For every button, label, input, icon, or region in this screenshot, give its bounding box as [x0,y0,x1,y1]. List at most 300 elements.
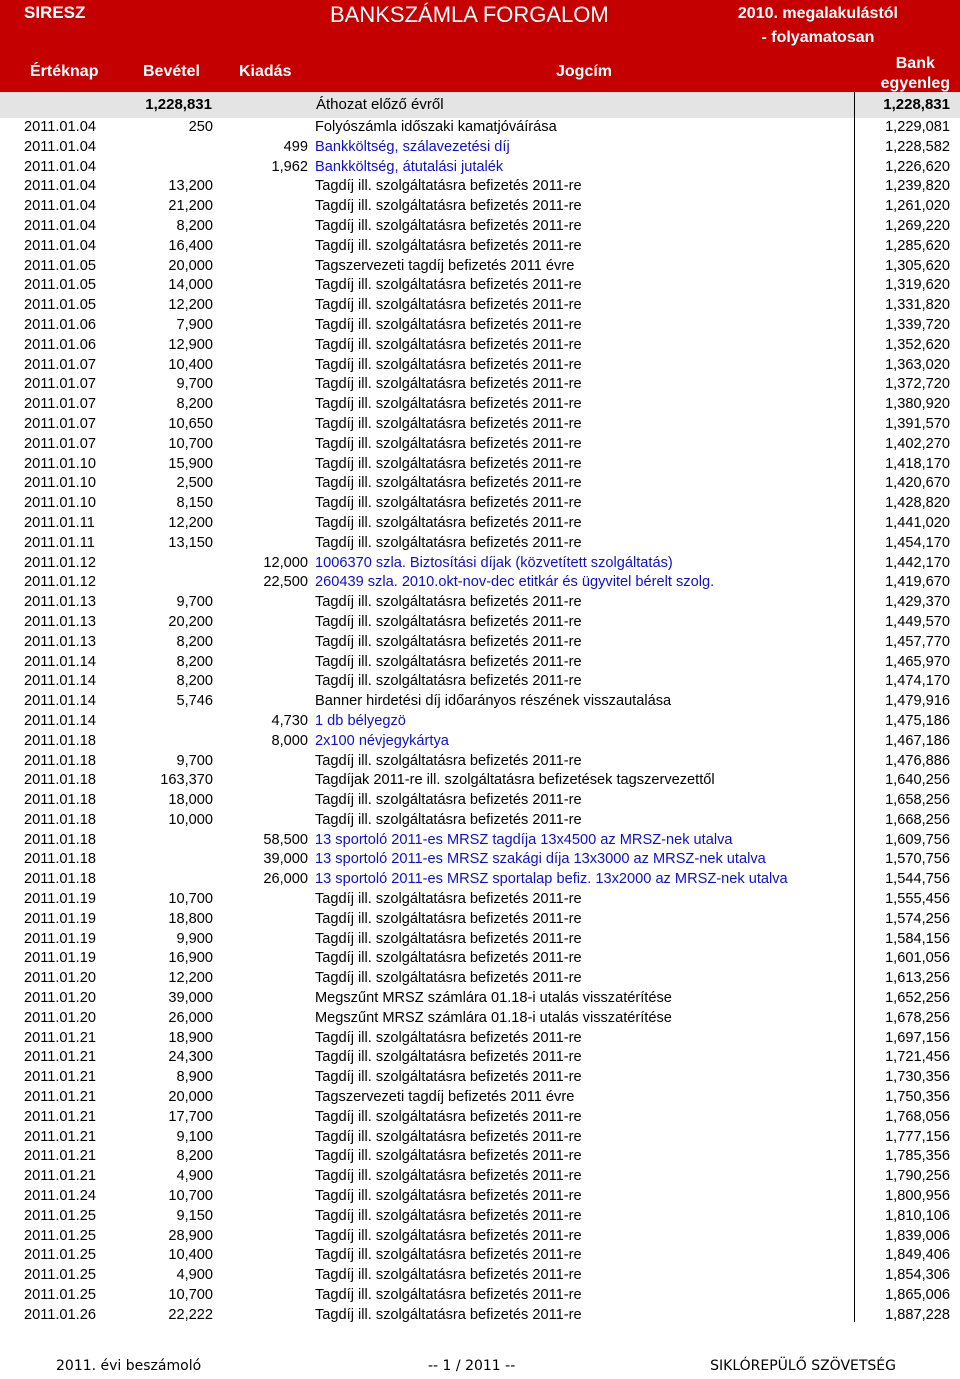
table-row [0,455,960,475]
row-income: 8,900 [176,1069,213,1086]
report-title: BANKSZÁMLA FORGALOM [330,2,609,27]
row-balance: 1,479,916 [885,693,950,710]
table-row [0,672,960,692]
row-balance: 1,697,156 [885,1029,950,1046]
row-title: Tagdíj ill. szolgáltatásra befizetés 2011-re [315,316,582,333]
row-balance: 1,865,006 [885,1287,950,1304]
row-income: 10,700 [168,435,213,452]
row-income: 18,000 [168,792,213,809]
row-balance: 1,428,820 [885,495,950,512]
row-income: 18,900 [168,1029,213,1046]
row-title: Tagdíj ill. szolgáltatásra befizetés 2011-re [315,653,582,670]
table-row [0,850,960,870]
row-income: 10,700 [168,891,213,908]
footer-right: SIKLÓREPÜLŐ SZÖVETSÉG [710,1358,896,1374]
row-income: 4,900 [176,1168,213,1185]
row-balance: 1,419,670 [885,574,950,591]
table-row [0,276,960,296]
row-date: 2011.01.25 [24,1207,96,1224]
row-date: 2011.01.04 [24,138,96,155]
row-balance: 1,721,456 [885,1049,950,1066]
row-date: 2011.01.11 [24,534,95,551]
row-date: 2011.01.24 [24,1188,96,1205]
row-expense: 26,000 [263,871,308,888]
row-income: 10,700 [168,1188,213,1205]
row-date: 2011.01.21 [24,1089,96,1106]
row-income: 26,000 [168,1009,213,1026]
row-date: 2011.01.10 [24,455,96,472]
row-title: Tagdíj ill. szolgáltatásra befizetés 2011-re [315,455,582,472]
row-title: Tagdíj ill. szolgáltatásra befizetés 2011-re [315,1267,582,1284]
row-title: Tagdíj ill. szolgáltatásra befizetés 2011-re [315,297,582,314]
row-income: 9,700 [176,376,213,393]
row-balance: 1,239,820 [885,178,950,195]
row-income: 8,200 [176,396,213,413]
table-row [0,771,960,791]
table-row [0,554,960,574]
table-row [0,494,960,514]
row-title: 13 sportoló 2011-es MRSZ szakági díja 13x3000 az MRSZ-nek utalva [315,851,766,868]
row-title: Folyószámla időszaki kamatjóváírása [315,119,557,135]
table-row [0,395,960,415]
row-balance: 1,800,956 [885,1188,950,1205]
row-balance: 1,229,081 [885,119,950,135]
row-balance: 1,476,886 [885,752,950,769]
row-title: Tagszervezeti tagdíj befizetés 2011 évre [315,1089,575,1106]
row-title: Tagdíj ill. szolgáltatásra befizetés 2011-re [315,415,582,432]
row-income: 5,746 [176,693,213,710]
row-expense: 12,000 [263,554,308,571]
row-date: 2011.01.04 [24,158,96,175]
row-balance: 1,402,270 [885,435,950,452]
row-date: 2011.01.07 [24,415,96,432]
row-balance: 1,226,620 [885,158,950,175]
row-date: 2011.01.19 [24,891,96,908]
table-row [0,1029,960,1049]
row-balance: 1,380,920 [885,396,950,413]
row-title: Tagdíj ill. szolgáltatásra befizetés 2011-re [315,970,582,987]
row-date: 2011.01.25 [24,1227,96,1244]
row-date: 2011.01.05 [24,297,96,314]
footer-left: 2011. évi beszámoló [56,1358,202,1374]
row-title: Tagdíj ill. szolgáltatásra befizetés 2011-re [315,376,582,393]
carry-label: Áthozat előző évről [316,96,444,113]
row-income: 8,200 [176,653,213,670]
period-line-2: - folyamatosan [761,29,875,46]
row-balance: 1,887,228 [885,1306,950,1323]
table-row [0,217,960,237]
row-title: Tagdíj ill. szolgáltatásra befizetés 2011-re [315,514,582,531]
table-row [0,336,960,356]
table-row [0,831,960,851]
row-balance: 1,467,186 [885,732,950,749]
col-header-balance [881,54,950,94]
row-balance: 1,475,186 [885,712,950,729]
carry-balance: 1,228,831 [883,96,950,113]
col-header-balance-line-2: egyenleg [880,75,950,92]
row-date: 2011.01.13 [24,594,96,611]
table-row [0,870,960,890]
row-balance: 1,391,570 [885,415,950,432]
row-income: 9,100 [176,1128,213,1145]
table-row [0,573,960,593]
row-balance: 1,429,370 [885,594,950,611]
row-title: Tagdíj ill. szolgáltatásra befizetés 2011-re [315,534,582,551]
row-title: Tagdíj ill. szolgáltatásra befizetés 2011-re [315,1128,582,1145]
row-title: Tagdíj ill. szolgáltatásra befizetés 2011-re [315,198,582,215]
table-row [0,514,960,534]
row-date: 2011.01.19 [24,950,96,967]
row-balance: 1,449,570 [885,613,950,630]
row-date: 2011.01.21 [24,1108,96,1125]
table-row [0,1108,960,1128]
org-name: SIRESZ [24,3,86,22]
row-income: 10,000 [168,811,213,828]
row-title: Tagdíj ill. szolgáltatásra befizetés 2011-re [315,475,582,492]
row-date: 2011.01.06 [24,336,96,353]
row-title: 1 db bélyegzö [315,712,406,729]
table-row [0,692,960,712]
row-date: 2011.01.25 [24,1247,96,1264]
table-row [0,1266,960,1286]
row-expense: 1,962 [271,158,308,175]
row-income: 8,200 [176,217,213,234]
table-row [0,890,960,910]
report-header [0,0,960,92]
row-income: 15,900 [168,455,213,472]
table-row [0,593,960,613]
row-date: 2011.01.18 [24,792,96,809]
row-title: Tagszervezeti tagdíj befizetés 2011 évre [315,257,575,274]
row-date: 2011.01.18 [24,851,96,868]
row-balance: 1,777,156 [885,1128,950,1145]
table-row [0,138,960,158]
row-title: Tagdíj ill. szolgáltatásra befizetés 2011-re [315,950,582,967]
col-header-title: Jogcím [556,63,613,80]
row-balance: 1,658,256 [885,792,950,809]
table-row [0,969,960,989]
row-balance: 1,652,256 [885,990,950,1007]
row-date: 2011.01.12 [24,554,96,571]
row-title: Tagdíj ill. szolgáltatásra befizetés 2011-re [315,1188,582,1205]
row-date: 2011.01.13 [24,633,96,650]
row-title: Tagdíj ill. szolgáltatásra befizetés 2011-re [315,673,582,690]
row-income: 8,200 [176,633,213,650]
row-title: Tagdíj ill. szolgáltatásra befizetés 2011-re [315,1168,582,1185]
row-title: 13 sportoló 2011-es MRSZ sportalap befiz. 13x2000 az MRSZ-nek utalva [315,871,788,888]
row-balance: 1,668,256 [885,811,950,828]
row-balance: 1,768,056 [885,1108,950,1125]
row-balance: 1,730,356 [885,1069,950,1086]
table-row [0,811,960,831]
row-income: 12,900 [168,336,213,353]
row-income: 8,150 [176,495,213,512]
row-balance: 1,352,620 [885,336,950,353]
row-title: Tagdíj ill. szolgáltatásra befizetés 2011-re [315,891,582,908]
row-income: 10,650 [168,415,213,432]
row-date: 2011.01.21 [24,1049,96,1066]
row-title: Tagdíj ill. szolgáltatásra befizetés 2011-re [315,752,582,769]
row-income: 8,200 [176,673,213,690]
row-balance: 1,810,106 [885,1207,950,1224]
row-title: Tagdíj ill. szolgáltatásra befizetés 2011-re [315,435,582,452]
row-date: 2011.01.26 [24,1306,96,1323]
row-date: 2011.01.12 [24,574,96,591]
row-title: 13 sportoló 2011-es MRSZ tagdíja 13x4500 az MRSZ-nek utalva [315,831,733,848]
row-balance: 1,750,356 [885,1089,950,1106]
row-title: Tagdíj ill. szolgáltatásra befizetés 2011-re [315,217,582,234]
row-date: 2011.01.14 [24,693,96,710]
table-row [0,375,960,395]
row-balance: 1,261,020 [885,198,950,215]
row-income: 24,300 [168,1049,213,1066]
col-header-expense: Kiadás [239,63,292,80]
row-balance: 1,339,720 [885,316,950,333]
table-row [0,197,960,217]
row-title: 2x100 névjegykártya [315,732,449,749]
row-date: 2011.01.04 [24,119,96,135]
row-balance: 1,363,020 [885,356,950,373]
table-row [0,316,960,336]
row-date: 2011.01.06 [24,316,96,333]
row-date: 2011.01.21 [24,1128,96,1145]
row-balance: 1,454,170 [885,534,950,551]
table-row [0,1009,960,1029]
row-date: 2011.01.18 [24,871,96,888]
row-income: 18,800 [168,910,213,927]
row-income: 7,900 [176,316,213,333]
row-balance: 1,285,620 [885,237,950,254]
row-balance: 1,305,620 [885,257,950,274]
row-balance: 1,474,170 [885,673,950,690]
row-income: 12,200 [168,297,213,314]
table-row [0,415,960,435]
table-row [0,1088,960,1108]
row-date: 2011.01.21 [24,1168,96,1185]
row-date: 2011.01.20 [24,990,96,1007]
row-income: 17,700 [168,1108,213,1125]
table-row [0,930,960,950]
row-balance: 1,441,020 [885,514,950,531]
row-title: Bankköltség, átutalási jutalék [315,158,504,175]
row-title: Tagdíj ill. szolgáltatásra befizetés 2011-re [315,633,582,650]
row-income: 9,150 [176,1207,213,1224]
row-date: 2011.01.10 [24,495,96,512]
col-header-date: Értéknap [30,63,99,80]
row-date: 2011.01.10 [24,475,96,492]
table-row [0,1128,960,1148]
col-header-balance-line-1: Bank [895,55,935,72]
table-row [0,1167,960,1187]
table-row [0,910,960,930]
row-balance: 1,785,356 [885,1148,950,1165]
row-title: Tagdíj ill. szolgáltatásra befizetés 2011-re [315,356,582,373]
row-income: 2,500 [176,475,213,492]
row-date: 2011.01.05 [24,257,96,274]
row-income: 22,222 [168,1306,213,1323]
row-title: Tagdíj ill. szolgáltatásra befizetés 2011-re [315,1287,582,1304]
row-balance: 1,420,670 [885,475,950,492]
row-date: 2011.01.05 [24,277,96,294]
row-balance: 1,418,170 [885,455,950,472]
row-income: 28,900 [168,1227,213,1244]
row-date: 2011.01.04 [24,178,96,195]
row-expense: 4,730 [271,712,308,729]
row-date: 2011.01.07 [24,435,96,452]
row-title: Tagdíj ill. szolgáltatásra befizetés 2011-re [315,1247,582,1264]
row-title: Tagdíj ill. szolgáltatásra befizetés 2011-re [315,1227,582,1244]
row-income: 13,150 [168,534,213,551]
row-balance: 1,555,456 [885,891,950,908]
row-income: 10,400 [168,356,213,373]
row-date: 2011.01.18 [24,811,96,828]
carry-income: 1,228,831 [145,96,212,113]
table-row [0,237,960,257]
row-date: 2011.01.25 [24,1267,96,1284]
row-income: 10,400 [168,1247,213,1264]
row-date: 2011.01.21 [24,1148,96,1165]
col-header-income: Bevétel [143,63,200,80]
row-income: 9,900 [176,930,213,947]
row-expense: 22,500 [263,574,308,591]
row-date: 2011.01.04 [24,198,96,215]
row-title: Tagdíj ill. szolgáltatásra befizetés 2011-re [315,396,582,413]
table-row [0,296,960,316]
row-title: Tagdíj ill. szolgáltatásra befizetés 2011-re [315,1148,582,1165]
row-expense: 58,500 [263,831,308,848]
row-title: 1006370 szla. Biztosítási díjak (közvetített szolgáltatás) [315,554,673,571]
row-date: 2011.01.04 [24,217,96,234]
row-balance: 1,584,156 [885,930,950,947]
row-balance: 1,640,256 [885,772,950,789]
row-title: Tagdíj ill. szolgáltatásra befizetés 2011-re [315,237,582,254]
row-title: Tagdíj ill. szolgáltatásra befizetés 2011-re [315,495,582,512]
row-expense: 39,000 [263,851,308,868]
row-date: 2011.01.07 [24,356,96,373]
row-income: 20,000 [168,1089,213,1106]
row-balance: 1,544,756 [885,871,950,888]
row-income: 9,700 [176,752,213,769]
row-income: 13,200 [168,178,213,195]
row-date: 2011.01.18 [24,752,96,769]
row-date: 2011.01.21 [24,1029,96,1046]
table-row [0,1246,960,1266]
row-income: 20,200 [168,613,213,630]
table-row [0,158,960,178]
table-row [0,1207,960,1227]
table-row [0,435,960,455]
row-balance: 1,465,970 [885,653,950,670]
table-row [0,989,960,1009]
period-line-1: 2010. megalakulástól [737,5,898,22]
row-title: Tagdíj ill. szolgáltatásra befizetés 2011-re [315,1029,582,1046]
row-title: Tagdíj ill. szolgáltatásra befizetés 2011-re [315,1207,582,1224]
row-date: 2011.01.19 [24,930,96,947]
row-balance: 1,601,056 [885,950,950,967]
row-title: Tagdíj ill. szolgáltatásra befizetés 2011-re [315,910,582,927]
table-row [0,613,960,633]
row-balance: 1,854,306 [885,1267,950,1284]
table-row [0,177,960,197]
row-expense: 499 [283,138,308,155]
table-row [0,1068,960,1088]
table-row [0,1187,960,1207]
table-row [0,949,960,969]
row-title: 260439 szla. 2010.okt-nov-dec etitkár és ügyvitel bérelt szolg. [315,574,715,591]
row-income: 12,200 [168,514,213,531]
row-title: Tagdíj ill. szolgáltatásra befizetés 2011-re [315,613,582,630]
row-balance: 1,839,006 [885,1227,950,1244]
row-expense: 8,000 [271,732,308,749]
row-date: 2011.01.18 [24,772,96,789]
row-date: 2011.01.07 [24,376,96,393]
row-balance: 1,790,256 [885,1168,950,1185]
row-balance: 1,613,256 [885,970,950,987]
row-title: Tagdíj ill. szolgáltatásra befizetés 2011-re [315,178,582,195]
row-title: Tagdíjak 2011-re ill. szolgáltatásra befizetések tagszervezettől [315,772,715,789]
row-title: Megszűnt MRSZ számlára 01.18-i utalás visszatérítése [315,1009,672,1026]
row-balance: 1,457,770 [885,633,950,650]
row-date: 2011.01.14 [24,653,96,670]
row-date: 2011.01.25 [24,1287,96,1304]
row-date: 2011.01.20 [24,1009,96,1026]
row-date: 2011.01.19 [24,910,96,927]
row-income: 250 [188,119,213,135]
table-row [0,712,960,732]
table-row [0,791,960,811]
row-title: Tagdíj ill. szolgáltatásra befizetés 2011-re [315,811,582,828]
table-row [0,633,960,653]
table-row [0,1306,960,1326]
table-row [0,257,960,277]
row-title: Tagdíj ill. szolgáltatásra befizetés 2011-re [315,930,582,947]
row-date: 2011.01.18 [24,732,96,749]
row-date: 2011.01.04 [24,237,96,254]
row-balance: 1,228,582 [885,138,950,155]
row-title: Tagdíj ill. szolgáltatásra befizetés 2011-re [315,1049,582,1066]
table-row [0,1048,960,1068]
row-income: 10,700 [168,1287,213,1304]
row-balance: 1,319,620 [885,277,950,294]
row-balance: 1,678,256 [885,1009,950,1026]
table-row [0,1147,960,1167]
row-income: 163,370 [160,772,213,789]
row-balance: 1,609,756 [885,831,950,848]
row-title: Tagdíj ill. szolgáltatásra befizetés 2011-re [315,792,582,809]
row-title: Banner hirdetési díj időarányos részének visszautalása [315,693,672,710]
row-balance: 1,331,820 [885,297,950,314]
row-date: 2011.01.18 [24,831,96,848]
row-date: 2011.01.13 [24,613,96,630]
row-income: 16,400 [168,237,213,254]
row-date: 2011.01.11 [24,514,95,531]
table-row [0,752,960,772]
row-income: 9,700 [176,594,213,611]
row-balance: 1,442,170 [885,554,950,571]
period-label [738,2,898,50]
table-row [0,474,960,494]
table-row [0,1286,960,1306]
table-row [0,653,960,673]
row-title: Bankköltség, szálavezetési díj [315,138,510,155]
row-income: 20,000 [168,257,213,274]
row-title: Tagdíj ill. szolgáltatásra befizetés 2011-re [315,1108,582,1125]
row-date: 2011.01.20 [24,970,96,987]
row-date: 2011.01.07 [24,396,96,413]
row-income: 16,900 [168,950,213,967]
table-row [0,1227,960,1247]
transaction-table [0,118,960,1326]
